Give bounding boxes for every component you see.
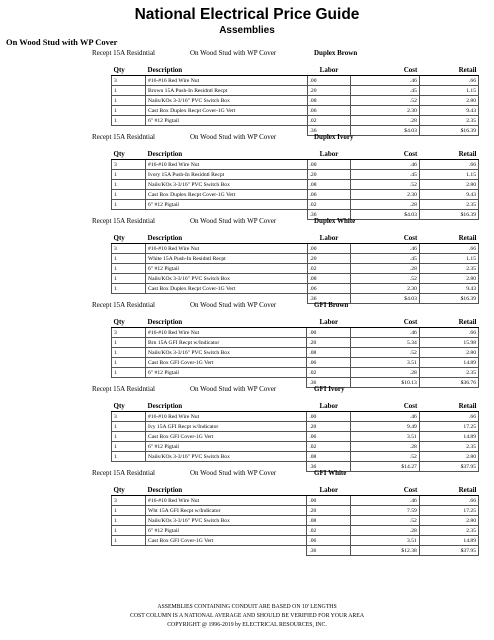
cell-qty: 3 — [112, 244, 146, 254]
cell-labor: .20 — [307, 422, 351, 432]
cell-desc: Wht 15A GFI Recpt w/Indicator — [146, 506, 307, 516]
cell-retail: 2.80 — [419, 348, 478, 358]
cell-cost: 9.49 — [351, 422, 420, 432]
cell-labor: .20 — [307, 86, 351, 96]
cell-desc: Cast Box GFI Cover-1G Vert — [146, 432, 307, 442]
column-header-desc: Description — [146, 317, 307, 328]
cell-cost: .52 — [351, 180, 419, 190]
page-title: National Electrical Price Guide — [134, 6, 360, 23]
cell-qty: 1 — [112, 368, 146, 378]
table-header-row — [112, 485, 479, 496]
cell-labor: .02 — [307, 264, 351, 274]
table-row — [112, 76, 479, 86]
cell-cost: .52 — [351, 274, 419, 284]
total-cost: $10.13 — [351, 378, 420, 388]
footer-note-conduit: ASSEMBLIES CONTAINING CONDUIT ARE BASED ON 10' LENGTHS — [157, 604, 337, 610]
assembly-block — [0, 468, 494, 552]
column-header-cost: Cost — [351, 317, 420, 328]
cell-qty: 3 — [112, 496, 146, 506]
cell-labor: .08 — [307, 96, 351, 106]
assembly-type: Recept 15A Residntial — [92, 49, 155, 57]
column-header-cost: Cost — [351, 233, 419, 244]
cell-cost: .28 — [351, 200, 419, 210]
cell-retail: 2.35 — [419, 368, 478, 378]
cell-retail: 2.80 — [419, 180, 478, 190]
cell-labor: .20 — [307, 338, 351, 348]
cell-qty: 1 — [112, 106, 146, 116]
column-header-cost: Cost — [351, 485, 420, 496]
cell-qty: 3 — [112, 328, 146, 338]
assembly-header — [0, 132, 494, 143]
column-header-qty: Qty — [112, 233, 146, 244]
cell-cost: 5.34 — [351, 338, 420, 348]
cell-retail: 14.89 — [419, 536, 478, 546]
cell-desc: Nails/KOs 3-3/16" PVC Switch Box — [146, 274, 307, 284]
table-row — [112, 422, 479, 432]
cell-cost: 2.30 — [351, 190, 419, 200]
cell-labor: .06 — [307, 432, 351, 442]
cell-cost: 3.51 — [351, 536, 420, 546]
assembly-type: Recept 15A Residntial — [92, 301, 155, 309]
assembly-variant: GFI Ivory — [314, 385, 345, 393]
footer-copyright: COPYRIGHT @ 1996-2019 by ELECTRICAL RESOURCES, INC. — [167, 622, 327, 628]
table-row — [112, 506, 479, 516]
table-header-row — [112, 65, 479, 76]
cell-labor: .02 — [307, 200, 351, 210]
cell-labor: .00 — [307, 160, 351, 170]
cell-desc: #16-#10 Red Wire Nut — [146, 328, 307, 338]
table-row — [112, 96, 479, 106]
cell-qty: 1 — [112, 170, 146, 180]
cell-desc: #16-#10 Red Wire Nut — [146, 244, 307, 254]
column-header-cost: Cost — [351, 65, 419, 76]
table-row — [112, 116, 479, 126]
cell-desc: Nails/KOs 3-3/16" PVC Switch Box — [146, 96, 307, 106]
table-row — [112, 106, 479, 116]
cell-desc: #16-#10 Red Wire Nut — [146, 496, 307, 506]
total-row — [112, 546, 479, 556]
table-row — [112, 432, 479, 442]
cell-labor: .08 — [307, 274, 351, 284]
cell-labor: .02 — [307, 526, 351, 536]
cell-qty: 1 — [112, 358, 146, 368]
cell-cost: .28 — [351, 526, 420, 536]
cell-cost: .28 — [351, 442, 420, 452]
cell-desc: Cast Box GFI Cover-1G Vert — [146, 358, 307, 368]
assembly-table — [111, 401, 479, 472]
table-row — [112, 348, 479, 358]
total-labor: .36 — [307, 546, 351, 556]
cell-cost: 2.30 — [351, 106, 419, 116]
cell-retail: 15.98 — [419, 338, 478, 348]
cell-labor: .00 — [307, 412, 351, 422]
assembly-table — [111, 149, 479, 220]
table-row — [112, 170, 479, 180]
cell-labor: .08 — [307, 452, 351, 462]
cell-retail: 1.15 — [419, 170, 478, 180]
cell-cost: 3.51 — [351, 432, 420, 442]
assembly-variant: GFI White — [314, 469, 347, 477]
cell-cost: .45 — [351, 86, 419, 96]
total-labor: .36 — [307, 294, 351, 304]
cell-cost: .52 — [351, 96, 419, 106]
total-labor: .36 — [307, 126, 351, 136]
cell-cost: .52 — [351, 516, 420, 526]
cell-desc: #16-#16 Red Wire Nut — [146, 76, 307, 86]
cell-labor: .06 — [307, 358, 351, 368]
assembly-mount: On Wood Stud with WP Cover — [190, 49, 277, 57]
assembly-variant: Duplex White — [314, 217, 356, 225]
cell-retail: 1.15 — [419, 254, 478, 264]
cell-cost: .46 — [351, 412, 420, 422]
cell-labor: .06 — [307, 190, 351, 200]
cell-cost: 7.59 — [351, 506, 420, 516]
column-header-labor: Labor — [307, 149, 351, 160]
assembly-variant: GFI Brown — [314, 301, 349, 309]
table-row — [112, 244, 479, 254]
cell-desc: Nails/KOs 3-3/16" PVC Switch Box — [146, 348, 307, 358]
assembly-mount: On Wood Stud with WP Cover — [190, 301, 277, 309]
total-cost: $4.03 — [351, 210, 419, 220]
cell-retail: 2.35 — [419, 442, 478, 452]
total-spacer — [146, 546, 307, 556]
total-retail: $37.95 — [419, 546, 478, 556]
table-row — [112, 338, 479, 348]
cell-retail: 2.80 — [419, 96, 478, 106]
cell-labor: .06 — [307, 106, 351, 116]
cell-labor: .20 — [307, 170, 351, 180]
cell-desc: 6" #12 Pigtail — [146, 526, 307, 536]
total-retail: $36.76 — [419, 378, 478, 388]
cell-desc: Cast Box Duplex Recpt Cover-1G Vert — [146, 106, 307, 116]
cell-retail: 14.89 — [419, 358, 478, 368]
cell-qty: 1 — [112, 526, 146, 536]
cell-qty: 1 — [112, 254, 146, 264]
column-header-qty: Qty — [112, 149, 146, 160]
cell-qty: 1 — [112, 200, 146, 210]
column-header-qty: Qty — [112, 485, 146, 496]
cell-desc: Nails/KOs 3-3/16" PVC Switch Box — [146, 516, 307, 526]
assembly-variant: Duplex Ivory — [314, 133, 354, 141]
table-header-row — [112, 233, 479, 244]
table-row — [112, 328, 479, 338]
cell-retail: 2.80 — [419, 516, 478, 526]
cell-desc: Brn 15A GFI Recpt w/Indicator — [146, 338, 307, 348]
cell-labor: .08 — [307, 180, 351, 190]
column-header-retail: Retail — [419, 485, 478, 496]
cell-desc: White 15A Push-In Residntl Recpt — [146, 254, 307, 264]
cell-desc: Nails/KOs 3-3/16" PVC Switch Box — [146, 180, 307, 190]
assembly-header — [0, 300, 494, 311]
cell-labor: .02 — [307, 368, 351, 378]
column-header-qty: Qty — [112, 317, 146, 328]
cell-labor: .20 — [307, 254, 351, 264]
total-cost: $12.38 — [351, 546, 420, 556]
cell-retail: .66 — [419, 244, 478, 254]
cell-retail: 2.80 — [419, 452, 478, 462]
cell-cost: .46 — [351, 160, 419, 170]
cell-retail: 2.80 — [419, 274, 478, 284]
table-row — [112, 86, 479, 96]
assembly-header — [0, 468, 494, 479]
total-labor: .36 — [307, 210, 351, 220]
cell-cost: .46 — [351, 496, 420, 506]
cell-retail: 9.43 — [419, 106, 478, 116]
column-header-labor: Labor — [307, 233, 351, 244]
cell-desc: Ivy 15A GFI Recpt w/Indicator — [146, 422, 307, 432]
column-header-desc: Description — [146, 233, 307, 244]
section-heading: On Wood Stud with WP Cover — [6, 37, 118, 47]
column-header-desc: Description — [146, 485, 307, 496]
cell-cost: .45 — [351, 170, 419, 180]
table-row — [112, 368, 479, 378]
assembly-type: Recept 15A Residntial — [92, 385, 155, 393]
total-retail: $16.39 — [419, 294, 478, 304]
table-row — [112, 284, 479, 294]
total-labor: .36 — [307, 378, 351, 388]
table-row — [112, 160, 479, 170]
cell-cost: .28 — [351, 368, 420, 378]
total-spacer — [112, 546, 146, 556]
cell-retail: 2.35 — [419, 264, 478, 274]
table-header-row — [112, 149, 479, 160]
cell-qty: 1 — [112, 506, 146, 516]
assembly-header — [0, 48, 494, 59]
cell-labor: .00 — [307, 76, 351, 86]
assembly-header — [0, 216, 494, 227]
cell-qty: 1 — [112, 190, 146, 200]
cell-labor: .06 — [307, 536, 351, 546]
cell-qty: 3 — [112, 160, 146, 170]
column-header-desc: Description — [146, 149, 307, 160]
column-header-retail: Retail — [419, 65, 478, 76]
cell-qty: 1 — [112, 536, 146, 546]
cell-retail: .66 — [419, 412, 478, 422]
cell-retail: .66 — [419, 328, 478, 338]
cell-qty: 1 — [112, 96, 146, 106]
cell-labor: .20 — [307, 506, 351, 516]
cell-retail: 1.15 — [419, 86, 478, 96]
table-row — [112, 180, 479, 190]
assembly-table — [111, 485, 479, 556]
cell-retail: 17.25 — [419, 506, 478, 516]
assembly-mount: On Wood Stud with WP Cover — [190, 469, 277, 477]
assembly-block — [0, 216, 494, 300]
assembly-mount: On Wood Stud with WP Cover — [190, 217, 277, 225]
table-row — [112, 412, 479, 422]
table-row — [112, 452, 479, 462]
cell-desc: Cast Box Duplex Recpt Cover-1G Vert — [146, 284, 307, 294]
assembly-variant: Duplex Brown — [314, 49, 358, 57]
assembly-type: Recept 15A Residntial — [92, 133, 155, 141]
assembly-type: Recept 15A Residntial — [92, 469, 155, 477]
column-header-retail: Retail — [419, 401, 478, 412]
cell-labor: .00 — [307, 328, 351, 338]
cell-qty: 3 — [112, 412, 146, 422]
cell-labor: .00 — [307, 244, 351, 254]
assembly-block — [0, 132, 494, 216]
cell-retail: .66 — [419, 160, 478, 170]
cell-qty: 1 — [112, 338, 146, 348]
cell-retail: 9.43 — [419, 284, 478, 294]
column-header-retail: Retail — [419, 317, 478, 328]
cell-desc: Cast Box Duplex Recpt Cover-1G Vert — [146, 190, 307, 200]
assembly-header — [0, 384, 494, 395]
cell-qty: 1 — [112, 180, 146, 190]
cell-desc: 6" #12 Pigtail — [146, 368, 307, 378]
cell-qty: 1 — [112, 116, 146, 126]
cell-qty: 1 — [112, 284, 146, 294]
cell-cost: .28 — [351, 116, 419, 126]
cell-cost: 2.30 — [351, 284, 419, 294]
table-row — [112, 358, 479, 368]
cell-qty: 1 — [112, 452, 146, 462]
column-header-labor: Labor — [307, 65, 351, 76]
cell-retail: 2.35 — [419, 200, 478, 210]
cell-qty: 1 — [112, 422, 146, 432]
total-retail: $37.95 — [419, 462, 478, 472]
cell-retail: 14.89 — [419, 432, 478, 442]
cell-desc: 6" #12 Pigtail — [146, 200, 307, 210]
assembly-table — [111, 317, 479, 388]
column-header-desc: Description — [146, 401, 307, 412]
table-row — [112, 496, 479, 506]
assembly-mount: On Wood Stud with WP Cover — [190, 385, 277, 393]
column-header-cost: Cost — [351, 401, 420, 412]
column-header-qty: Qty — [112, 65, 146, 76]
total-retail: $16.39 — [419, 126, 478, 136]
cell-qty: 1 — [112, 264, 146, 274]
cell-retail: 2.35 — [419, 526, 478, 536]
table-header-row — [112, 401, 479, 412]
column-header-qty: Qty — [112, 401, 146, 412]
column-header-retail: Retail — [419, 149, 478, 160]
table-row — [112, 516, 479, 526]
cell-cost: .46 — [351, 244, 419, 254]
cell-retail: 9.43 — [419, 190, 478, 200]
cell-labor: .00 — [307, 496, 351, 506]
table-row — [112, 442, 479, 452]
column-header-labor: Labor — [307, 485, 351, 496]
cell-cost: 3.51 — [351, 358, 420, 368]
table-row — [112, 190, 479, 200]
table-row — [112, 526, 479, 536]
assembly-type: Recept 15A Residntial — [92, 217, 155, 225]
cell-desc: #16-#10 Red Wire Nut — [146, 412, 307, 422]
cell-qty: 1 — [112, 432, 146, 442]
cell-qty: 1 — [112, 86, 146, 96]
total-labor: .36 — [307, 462, 351, 472]
table-header-row — [112, 317, 479, 328]
cell-cost: .52 — [351, 452, 420, 462]
cell-desc: 6" #12 Pigtail — [146, 264, 307, 274]
cell-labor: .02 — [307, 116, 351, 126]
column-header-desc: Description — [146, 65, 307, 76]
cell-cost: .46 — [351, 76, 419, 86]
cell-cost: .45 — [351, 254, 419, 264]
cell-cost: .46 — [351, 328, 420, 338]
cell-desc: 6" #12 Pigtail — [146, 116, 307, 126]
cell-retail: 2.35 — [419, 116, 478, 126]
table-row — [112, 254, 479, 264]
assembly-table — [111, 233, 479, 304]
total-cost: $4.03 — [351, 294, 419, 304]
assembly-table — [111, 65, 479, 136]
cell-desc: 6" #12 Pigtail — [146, 442, 307, 452]
cell-labor: .08 — [307, 348, 351, 358]
cell-desc: Cast Box GFI Cover-1G Vert — [146, 536, 307, 546]
table-row — [112, 200, 479, 210]
cell-qty: 1 — [112, 516, 146, 526]
table-row — [112, 536, 479, 546]
total-retail: $16.39 — [419, 210, 478, 220]
assembly-block — [0, 300, 494, 384]
assembly-list — [0, 48, 494, 552]
cell-cost: .52 — [351, 348, 420, 358]
cell-labor: .06 — [307, 284, 351, 294]
assembly-block — [0, 48, 494, 132]
page-subtitle: Assemblies — [219, 25, 275, 36]
cell-qty: 3 — [112, 76, 146, 86]
cell-retail: .66 — [419, 496, 478, 506]
cell-labor: .08 — [307, 516, 351, 526]
column-header-retail: Retail — [419, 233, 478, 244]
cell-qty: 1 — [112, 348, 146, 358]
cell-desc: Nails/KOs 3-3/16" PVC Switch Box — [146, 452, 307, 462]
table-row — [112, 264, 479, 274]
cell-cost: .28 — [351, 264, 419, 274]
column-header-cost: Cost — [351, 149, 419, 160]
footer-note-cost: COST COLUMN IS A NATIONAL AVERAGE AND SHOULD BE VERIFIED FOR YOUR AREA — [129, 613, 365, 619]
cell-retail: .66 — [419, 76, 478, 86]
cell-desc: #16-#10 Red Wire Nut — [146, 160, 307, 170]
assembly-mount: On Wood Stud with WP Cover — [190, 133, 277, 141]
column-header-labor: Labor — [307, 401, 351, 412]
cell-qty: 1 — [112, 442, 146, 452]
assembly-block — [0, 384, 494, 468]
cell-qty: 1 — [112, 274, 146, 284]
table-row — [112, 274, 479, 284]
cell-desc: Ivory 15A Push-In Residntl Recpt — [146, 170, 307, 180]
cell-retail: 17.25 — [419, 422, 478, 432]
total-cost: $4.03 — [351, 126, 419, 136]
column-header-labor: Labor — [307, 317, 351, 328]
cell-desc: Brown 15A Push-In Residntl Recpt — [146, 86, 307, 96]
cell-labor: .02 — [307, 442, 351, 452]
total-cost: $14.27 — [351, 462, 420, 472]
